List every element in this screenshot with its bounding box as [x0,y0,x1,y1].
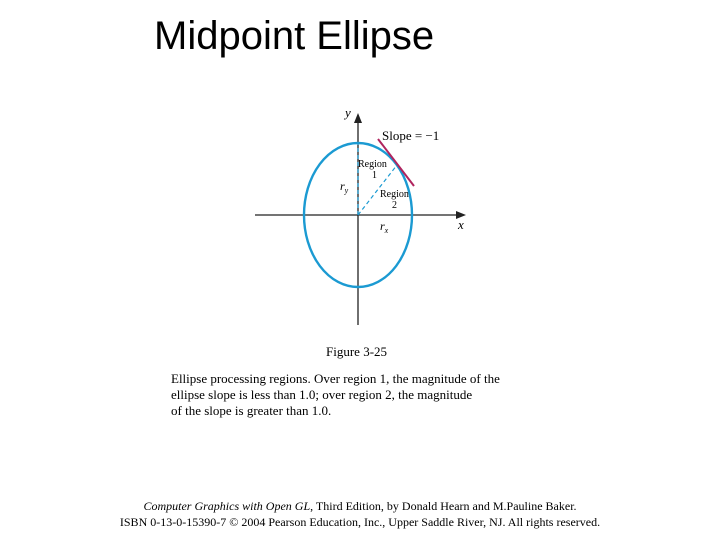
book-title: Computer Graphics with Open GL [143,499,311,513]
region1-label-line1: Region [358,159,387,170]
slope-label: Slope = −1 [382,128,440,143]
y-axis-arrow [354,113,362,123]
slide-title: Midpoint Ellipse [154,14,435,58]
footer-line-2: ISBN 0-13-0-15390-7 © 2004 Pearson Education, Inc., Upper Saddle River, NJ. All rights reserved. [119,515,601,529]
footer-line-1 [70,498,650,514]
copyright-footer [70,498,650,530]
caption-line: Ellipse processing regions. Over region 1, the magnitude of the [171,371,500,386]
figure-number: Figure 3-25 [326,344,388,359]
caption-line: ellipse slope is less than 1.0; over region 2, the magnitude [171,387,473,402]
footer-line-1-rest: , Third Edition, by Donald Hearn and M.Pauline Baker. [310,499,577,513]
caption-line: of the slope is greater than 1.0. [171,403,332,418]
x-axis-label: x [458,217,464,232]
y-axis-label: y [345,105,351,120]
rx-label: $r_x$ [380,219,389,235]
region1-label-line2: 1 [372,170,377,181]
region2-label-line1: Region [380,189,409,200]
figure-caption [171,371,571,419]
ry-label: $r_y$ [340,179,349,195]
region2-label-line2: 2 [392,200,397,211]
